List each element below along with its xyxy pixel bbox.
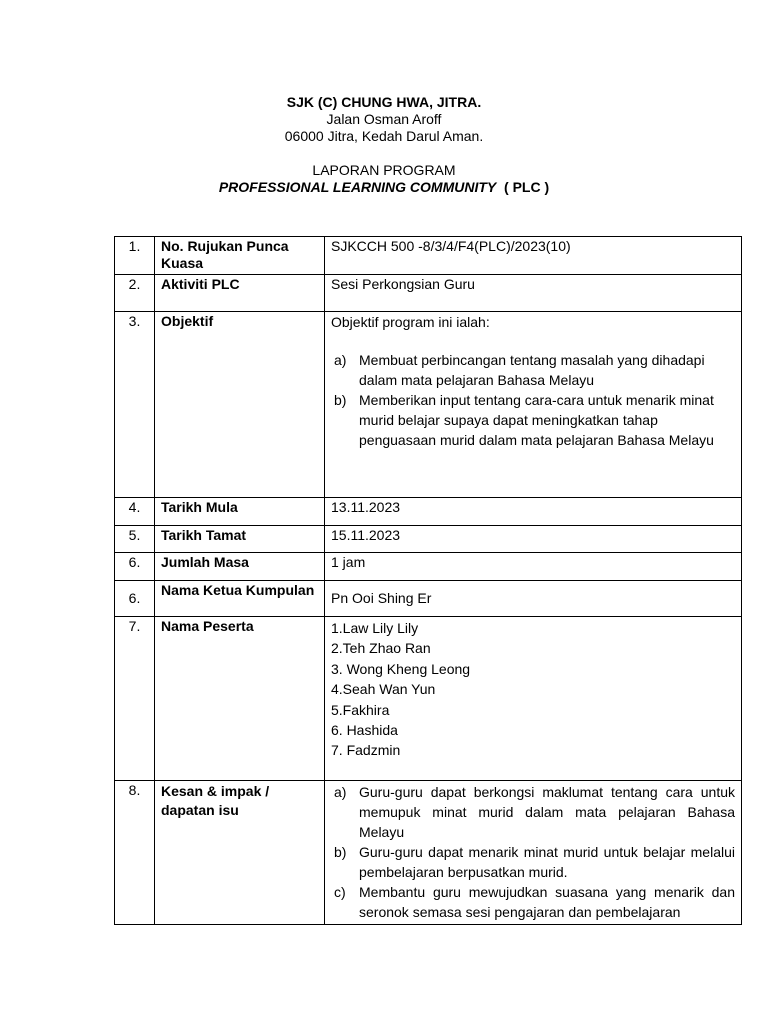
document-header: [0, 94, 768, 196]
group-leader: Pn Ooi Shing Er: [325, 581, 742, 617]
row-label: No. Rujukan Punca Kuasa: [155, 237, 325, 275]
list-item-text: Guru-guru dapat berkongsi maklumat tentang cara untuk memupuk minat murid dalam mata pelajaran Bahasa Melayu: [359, 784, 735, 840]
participant: 4.Seah Wan Yun: [331, 681, 436, 698]
list-item: [331, 350, 735, 390]
row-number: 5.: [115, 526, 155, 553]
impact-cell: [325, 781, 742, 925]
activity-value: Sesi Perkongsian Guru: [325, 275, 742, 312]
list-item: [331, 782, 735, 842]
row-number: 3.: [115, 312, 155, 498]
list-item: [331, 882, 735, 922]
table-row: [115, 312, 742, 498]
list-item-text: Memberikan input tentang cara-cara untuk menarik minat murid belajar supaya dapat meningkatkan tahap penguasaan murid dalam mata pelajaran Bahasa Melayu: [359, 392, 714, 448]
header-spacer: [0, 145, 768, 162]
list-item-text: Membantu guru mewujudkan suasana yang menarik dan seronok semasa sesi pengajaran dan pembelajaran: [359, 884, 735, 920]
participant: 2.Teh Zhao Ran: [331, 640, 431, 657]
row-number: 6.: [115, 581, 155, 617]
participants-cell: [325, 617, 742, 781]
end-date: 15.11.2023: [325, 526, 742, 553]
list-marker: c): [334, 884, 346, 900]
row-label: Tarikh Mula: [155, 498, 325, 526]
participant: 6. Hashida: [331, 722, 398, 739]
table-row: [115, 781, 742, 925]
row-number: 8.: [115, 781, 155, 925]
list-marker: b): [334, 844, 347, 860]
list-marker: b): [334, 392, 347, 408]
table-row: [115, 553, 742, 581]
participant: 7. Fadzmin: [331, 742, 401, 759]
list-item: [331, 842, 735, 882]
row-label: Kesan & impak / dapatan isu: [155, 781, 325, 925]
row-label: Nama Peserta: [155, 617, 325, 781]
school-name: SJK (C) CHUNG HWA, JITRA.: [286, 94, 482, 110]
row-label: Jumlah Masa: [155, 553, 325, 581]
row-label: Nama Ketua Kumpulan: [155, 581, 325, 617]
reference-number: SJKCCH 500 -8/3/4/F4(PLC)/2023(10): [325, 237, 742, 275]
list-item-text: Guru-guru dapat menarik minat murid untuk belajar melalui pembelajaran berpusatkan murid.: [359, 844, 735, 880]
impact-list: [331, 782, 735, 922]
row-label: Objektif: [155, 312, 325, 498]
address-line-1: Jalan Osman Aroff: [326, 111, 442, 127]
list-item-text: Membuat perbincangan tentang masalah yang dihadapi dalam mata pelajaran Bahasa Melayu: [359, 352, 705, 388]
participant: 1.Law Lily Lily: [331, 620, 419, 636]
participant: 3. Wong Kheng Leong: [331, 660, 471, 677]
list-marker: a): [334, 784, 347, 800]
row-number: 6.: [115, 553, 155, 581]
start-date: 13.11.2023: [325, 498, 742, 526]
list-marker: a): [334, 352, 347, 368]
duration-value: 1 jam: [325, 553, 742, 581]
row-number: 4.: [115, 498, 155, 526]
table-row: [115, 581, 742, 617]
row-label: Aktiviti PLC: [155, 275, 325, 312]
table-row: [115, 498, 742, 526]
program-title-line: [0, 179, 768, 196]
address-line-2: 06000 Jitra, Kedah Darul Aman.: [284, 128, 484, 144]
program-name: PROFESSIONAL LEARNING COMMUNITY: [218, 179, 497, 195]
table-row: [115, 237, 742, 275]
row-number: 1.: [115, 237, 155, 275]
table-row: [115, 275, 742, 312]
table-row: [115, 617, 742, 781]
program-abbr: ( PLC ): [504, 179, 550, 195]
objective-intro: Objektif program ini ialah:: [331, 314, 490, 330]
row-number: 7.: [115, 617, 155, 781]
report-table: [114, 236, 742, 925]
row-number: 2.: [115, 275, 155, 312]
objective-list: [331, 350, 735, 450]
objective-cell: [325, 312, 742, 498]
list-item: [331, 390, 735, 450]
report-title: LAPORAN PROGRAM: [312, 162, 456, 178]
row-label: Tarikh Tamat: [155, 526, 325, 553]
table-row: [115, 526, 742, 553]
participant: 5.Fakhira: [331, 701, 390, 718]
